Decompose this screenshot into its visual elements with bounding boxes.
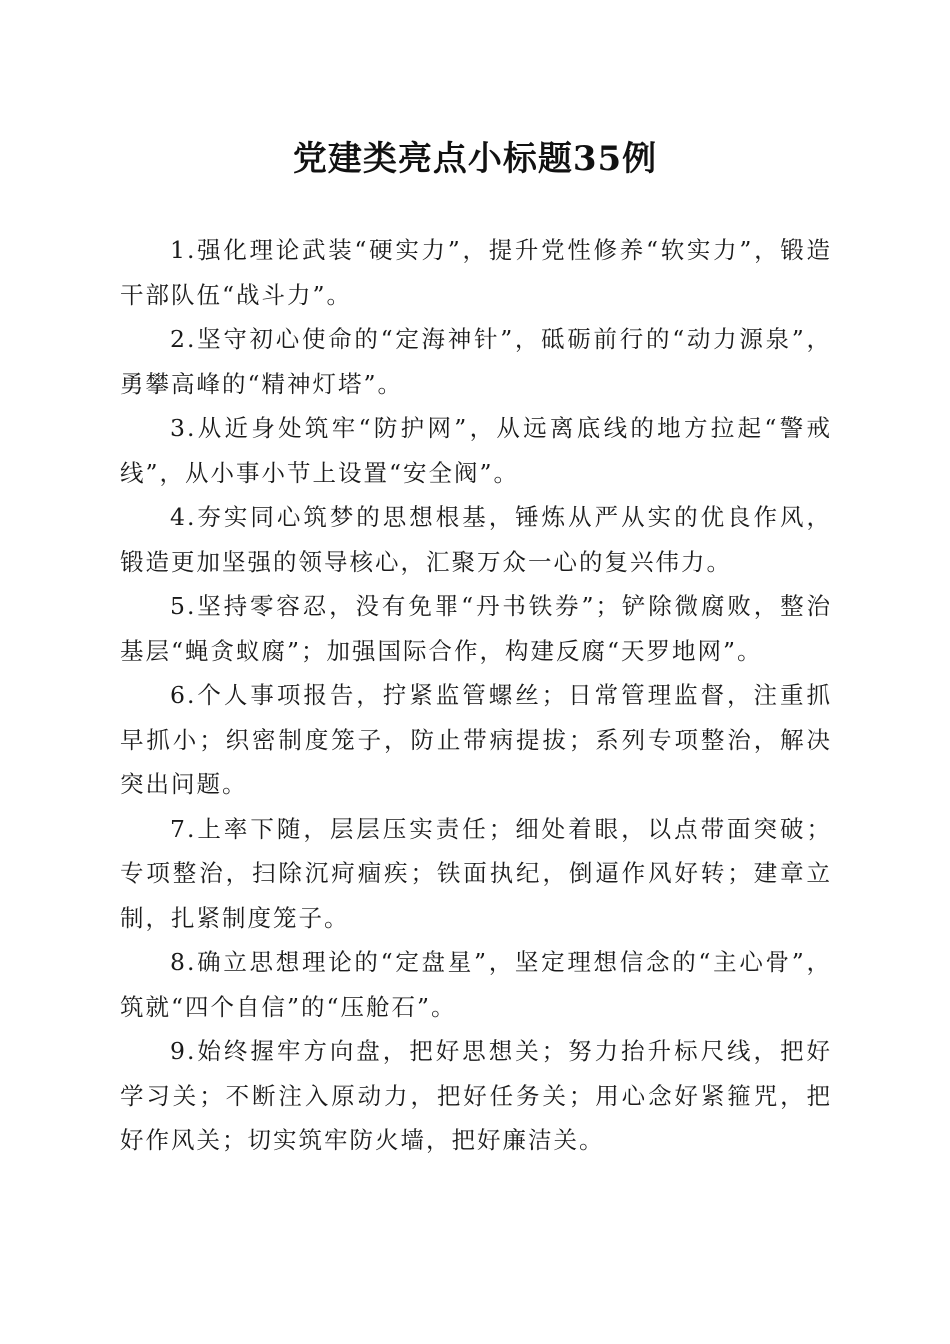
paragraph-5: 5.坚持零容忍，没有免罪“丹书铁券”；铲除微腐败，整治基层“蝇贪蚁腐”；加强国际合作，构建反腐“天罗地网”。 [120, 592, 832, 665]
paragraph-3: 3.从近身处筑牢“防护网”，从远离底线的地方拉起“警戒线”，从小事小节上设置“安全阀”。 [120, 414, 832, 487]
paragraph-9: 9.始终握牢方向盘，把好思想关；努力抬升标尺线，把好学习关；不断注入原动力，把好任务关；用心念好紧箍咒，把好作风关；切实筑牢防火墙，把好廉洁关。 [120, 1037, 832, 1154]
document-body [120, 228, 832, 1163]
paragraph-8: 8.确立思想理论的“定盘星”，坚定理想信念的“主心骨”，筑就“四个自信”的“压舱石”。 [120, 948, 832, 1021]
paragraph-6: 6.个人事项报告，拧紧监管螺丝；日常管理监督，注重抓早抓小；织密制度笼子，防止带病提拔；系列专项整治，解决突出问题。 [120, 681, 832, 798]
paragraph-2: 2.坚守初心使命的“定海神针”，砥砺前行的“动力源泉”，勇攀高峰的“精神灯塔”。 [120, 325, 832, 398]
paragraph-4: 4.夯实同心筑梦的思想根基，锤炼从严从实的优良作风，锻造更加坚强的领导核心，汇聚万众一心的复兴伟力。 [120, 503, 832, 576]
paragraph-1: 1.强化理论武装“硬实力”，提升党性修养“软实力”，锻造干部队伍“战斗力”。 [120, 236, 832, 309]
paragraph-7: 7.上率下随，层层压实责任；细处着眼，以点带面突破；专项整治，扫除沉疴痼疾；铁面执纪，倒逼作风好转；建章立制，扎紧制度笼子。 [120, 814, 832, 932]
document-title: 党建类亮点小标题35例 [292, 139, 658, 179]
